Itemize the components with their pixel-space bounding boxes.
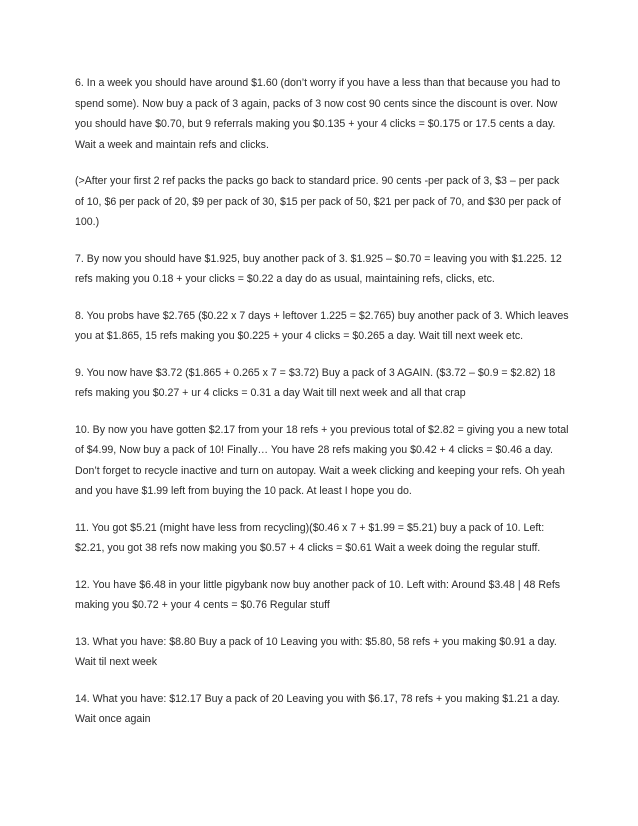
paragraph-step-13: 13. What you have: $8.80 Buy a pack of 10 Leaving you with: $5.80, 58 refs + you making $0.91 a day. Wait til next week [75, 635, 557, 668]
paragraph-step-11: 11. You got $5.21 (might have less from recycling)($0.46 x 7 + $1.99 = $5.21) buy a pack of 10. Left: $2.21, you got 38 refs now making you $0.57 + 4 clicks = $0.61 Wait a week doing the regular stuff. [75, 521, 545, 554]
paragraph-step-8: 8. You probs have $2.765 ($0.22 x 7 days + leftover 1.225 = $2.765) buy another pack of 3. Which leaves you at $1.865, 15 refs making you $0.225 + your 4 clicks = $0.265 a day. Wait till next week etc. [75, 309, 569, 342]
paragraph-step-7: 7. By now you should have $1.925, buy another pack of 3. $1.925 – $0.70 = leaving you with $1.225. 12 refs making you 0.18 + your clicks = $0.22 a day do as usual, maintaining refs, clicks, etc. [75, 252, 562, 285]
paragraph-step-9: 9. You now have $3.72 ($1.865 + 0.265 x 7 = $3.72) Buy a pack of 3 AGAIN. ($3.72 – $0.9 = $2.82) 18 refs making you $0.27 + ur 4 clicks = 0.31 a day Wait till next week and all that crap [75, 366, 556, 399]
paragraph-step-14: 14. What you have: $12.17 Buy a pack of 20 Leaving you with $6.17, 78 refs + you making $1.21 a day. Wait once again [75, 692, 560, 725]
paragraph-step-10: 10. By now you have gotten $2.17 from your 18 refs + you previous total of $2.82 = giving you a new total of $4.99, Now buy a pack of 10! Finally… You have 28 refs making you $0.42 + 4 clicks = $0.46 a day. Don’t forget to recycle inactive and turn on autopay. Wait a week clicking and keeping your refs. Oh yeah and you have $1.99 left from buying the 10 pack. At least I hope you do. [75, 423, 569, 497]
paragraph-step-12: 12. You have $6.48 in your little pigybank now buy another pack of 10. Left with: Around $3.48 | 48 Refs making you $0.72 + your 4 cents = $0.76 Regular stuff [75, 578, 561, 611]
paragraph-price-note: (>After your first 2 ref packs the packs go back to standard price. 90 cents -per pack of 3, $3 – per pack of 10, $6 per pack of 20, $9 per pack of 30, $15 per pack of 50, $21 per pack of 70, and $30 per pack of 100.) [75, 175, 561, 228]
paragraph-step-6: 6. In a week you should have around $1.60 (don’t worry if you have a less than that because you had to spend some). Now buy a pack of 3 again, packs of 3 now cost 90 cents since the discount is over. Now you should have $0.70, but 9 referrals making you $0.135 + your 4 clicks = $0.175 or 17.5 cents a day. Wait a week and maintain refs and clicks. [75, 77, 561, 151]
document-body [75, 73, 569, 746]
